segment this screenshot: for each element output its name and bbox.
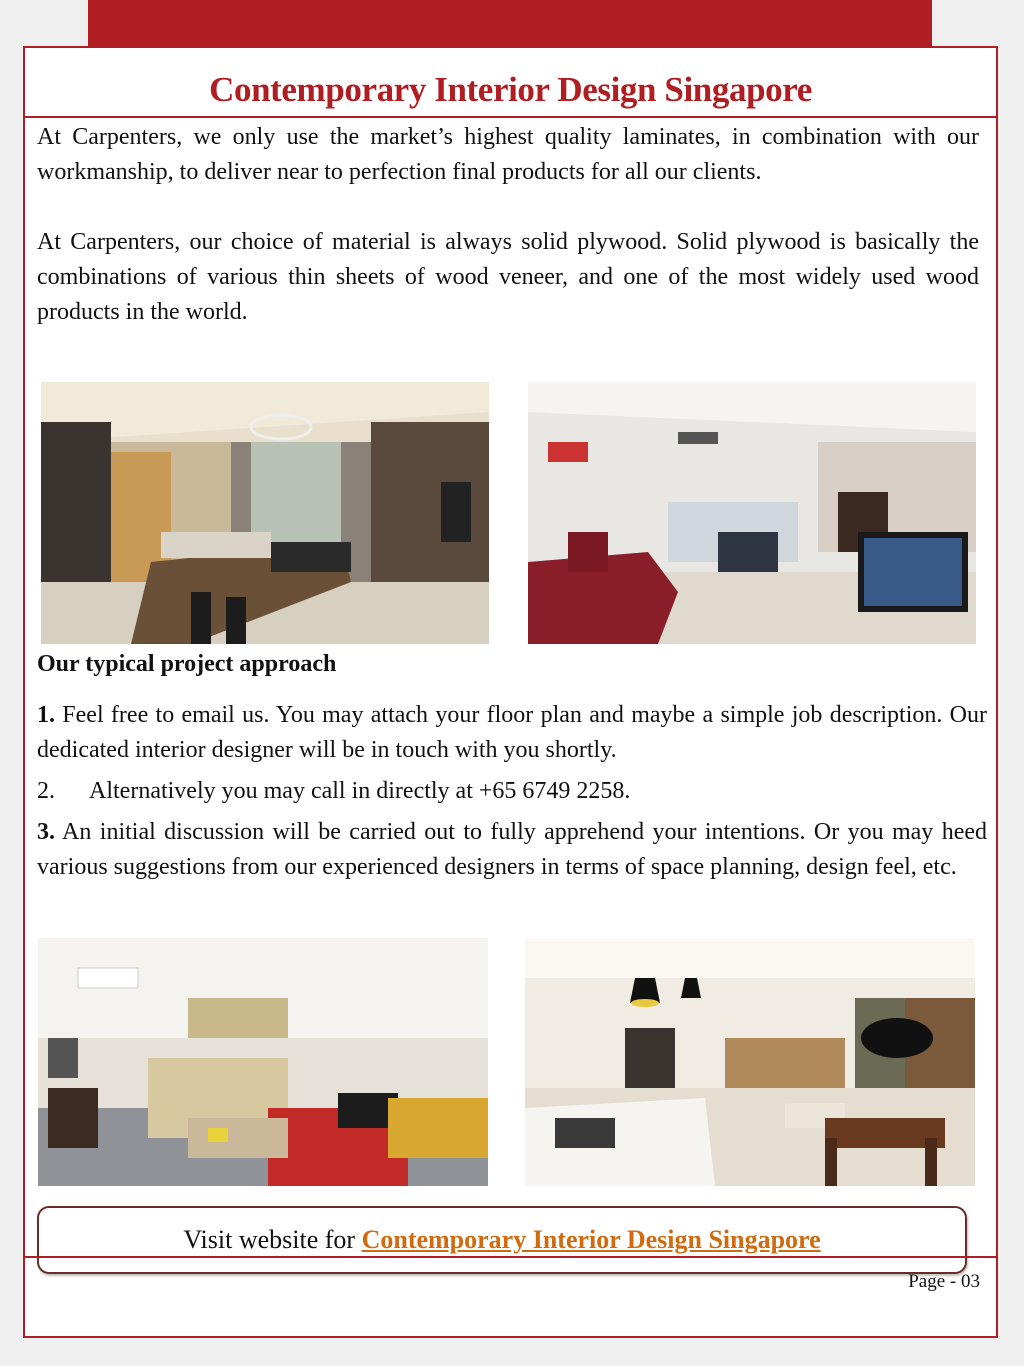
photo-loft-living (38, 938, 488, 1186)
photo-red-sofa-living (528, 382, 976, 644)
intro-paragraph-1: At Carpenters, we only use the market’s highest quality laminates, in combination with our workmanship, to deliver near to perfection final products for all our clients. (37, 124, 979, 185)
cta-prefix: Visit website for (183, 1225, 362, 1254)
approach-steps (37, 698, 987, 891)
step-3-number: 3. (37, 819, 55, 845)
step-2 (37, 774, 987, 809)
step-1 (37, 698, 987, 768)
website-link[interactable]: Contemporary Interior Design Singapore (361, 1225, 821, 1254)
footer-rule (25, 1256, 996, 1258)
page (23, 46, 998, 1338)
step-1-text: Feel free to email us. You may attach your floor plan and maybe a simple job description. Our dedicated interior designer will be in touch with you shortly. (37, 702, 987, 763)
step-2-text: Alternatively you may call in directly at +65 6749 2258. (89, 778, 631, 804)
step-2-number: 2. (37, 778, 55, 804)
title-rule (25, 116, 996, 118)
approach-heading: Our typical project approach (37, 651, 337, 677)
step-3-text: An initial discussion will be carried out to fully apprehend your intentions. Or you may heed various suggestions from our experienced designers in terms of space planning, design feel, etc. (37, 819, 987, 880)
intro-text (37, 120, 979, 330)
photo-dining-kitchen (525, 938, 975, 1186)
step-1-number: 1. (37, 702, 55, 728)
visit-website-banner (37, 1206, 967, 1274)
page-title: Contemporary Interior Design Singapore (209, 70, 812, 109)
intro-paragraph-2: At Carpenters, our choice of material is always solid plywood. Solid plywood is basically the combinations of various thin sheets of wood veneer, and one of the most widely used wood products in the world. (37, 229, 979, 325)
step-3 (37, 815, 987, 885)
photo-kitchen-living (41, 382, 489, 644)
top-accent-bar (88, 0, 932, 46)
page-number: Page - 03 (908, 1271, 980, 1292)
